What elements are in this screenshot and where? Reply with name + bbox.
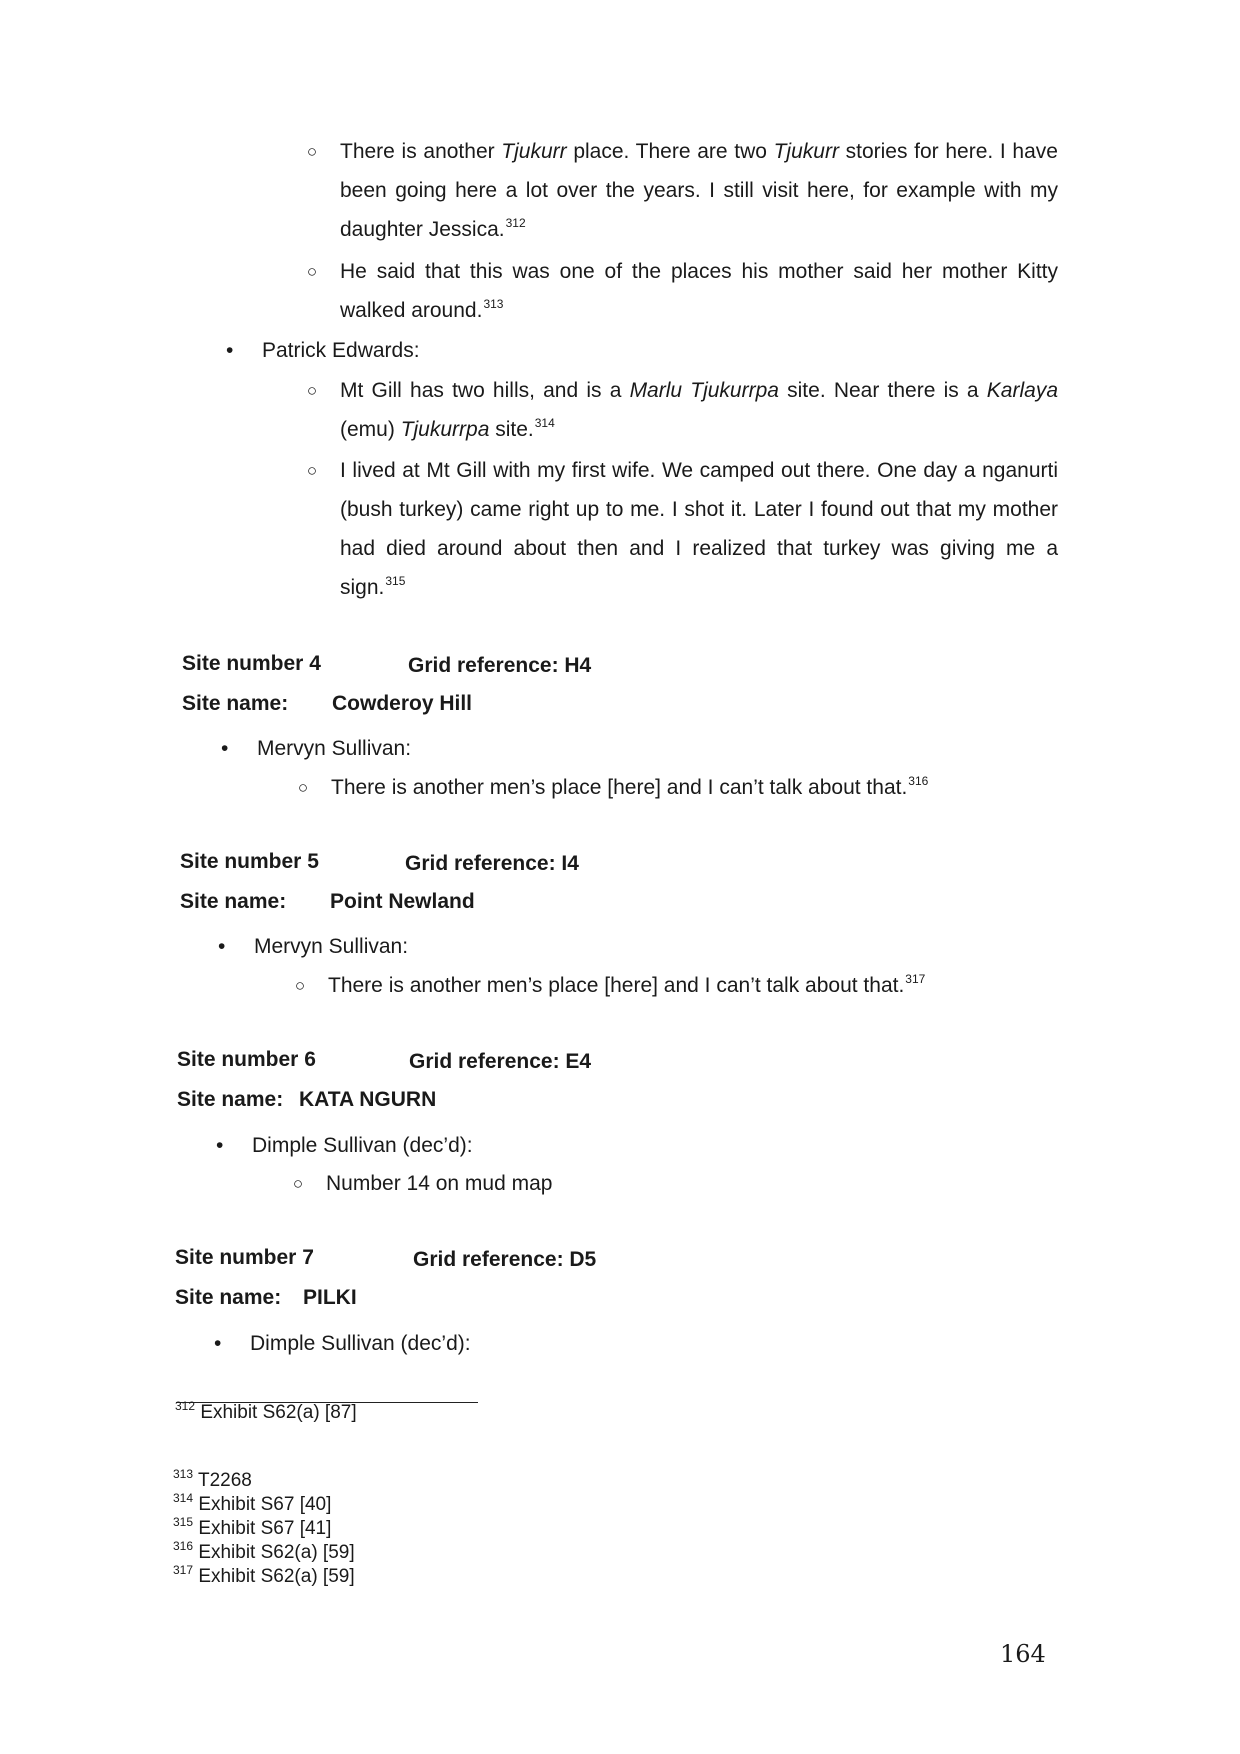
list-item <box>221 729 412 768</box>
footnote-number: 313 <box>173 1467 194 1481</box>
page-number: 164 <box>1000 1640 1046 1668</box>
hollow-circle-bullet-icon: ○ <box>306 461 318 480</box>
list-item <box>294 966 926 1005</box>
text-run: stories for here. I have been going here a lot over the years. I still visit here, for example with my daughter Jessica. <box>340 140 1058 241</box>
site-number: Site number 4 <box>182 652 321 675</box>
list-item <box>226 331 420 370</box>
footnote <box>172 1491 332 1516</box>
hollow-circle-bullet-icon: ○ <box>306 262 318 281</box>
site-number: Site number 6 <box>177 1048 316 1071</box>
text-run: site. <box>489 418 534 441</box>
site-name-value: Cowderoy Hill <box>332 692 473 715</box>
grid-reference: Grid reference: I4 <box>405 852 579 875</box>
speaker-name: Mervyn Sullivan: <box>254 935 409 958</box>
text-run: He said that this was one of the places his mother said her mother Kitty walked around. <box>340 260 1058 322</box>
hollow-circle-bullet-icon: ○ <box>306 142 318 161</box>
list-item <box>292 1164 553 1203</box>
statement: There is another men’s place [here] and I can’t talk about that. <box>328 974 905 997</box>
hollow-circle-bullet-icon: ○ <box>292 1174 304 1193</box>
footnote-number: 316 <box>173 1539 194 1553</box>
site-name-value: KATA NGURN <box>299 1088 437 1111</box>
footnote-number: 315 <box>173 1515 194 1529</box>
footnote-number: 314 <box>173 1491 194 1505</box>
list-item <box>218 927 409 966</box>
italic-term: Marlu Tjukurrpa <box>629 379 779 402</box>
italic-term: Tjukurr <box>773 140 839 163</box>
speaker-name: Dimple Sullivan (dec’d): <box>252 1134 473 1157</box>
footnote-number: 317 <box>173 1563 194 1577</box>
bullet-icon: • <box>218 935 226 958</box>
paragraph-315 <box>340 451 1058 607</box>
italic-term: Tjukurr <box>501 140 567 163</box>
site-name-value: PILKI <box>303 1286 357 1309</box>
italic-term: Karlaya <box>986 379 1058 402</box>
paragraph-314 <box>340 371 1058 449</box>
footnote <box>172 1467 252 1492</box>
site-name-label: Site name: <box>180 890 287 913</box>
site-number: Site number 7 <box>175 1246 314 1269</box>
italic-term: Tjukurrpa <box>400 418 490 441</box>
grid-reference: Grid reference: E4 <box>409 1050 592 1073</box>
paragraph-312 <box>340 132 1058 249</box>
speaker-name: Mervyn Sullivan: <box>257 737 412 760</box>
footnote-text: Exhibit S62(a) [87] <box>200 1402 357 1423</box>
text-run: There is another <box>340 140 502 163</box>
statement: There is another men’s place [here] and I can’t talk about that. <box>331 776 908 799</box>
text-run: Mt Gill has two hills, and is a <box>340 379 630 402</box>
text-run: I lived at Mt Gill with my first wife. We camped out there. One day a nganurti (bush turkey) came right up to me. I shot it. Later I found out that my mother had died around about then and I realized that turkey was giving me a sign. <box>340 459 1058 599</box>
bullet-icon: • <box>214 1332 222 1355</box>
list-item <box>306 451 1058 607</box>
hollow-circle-bullet-icon: ○ <box>294 976 306 995</box>
paragraph-313 <box>340 252 1058 330</box>
list-item <box>297 768 929 807</box>
footnote-ref: 315 <box>385 574 406 588</box>
footnote-ref: 314 <box>534 416 555 430</box>
footnote-ref: 317 <box>905 972 926 986</box>
footnote-ref: 316 <box>908 774 929 788</box>
list-item <box>306 371 1058 449</box>
speaker-name: Dimple Sullivan (dec’d): <box>250 1332 471 1355</box>
site-name-label: Site name: <box>182 692 289 715</box>
hollow-circle-bullet-icon: ○ <box>306 381 318 400</box>
text-run: site. Near there is a <box>778 379 987 402</box>
footnote <box>174 1399 357 1424</box>
site-name-label: Site name: <box>177 1088 284 1111</box>
footnote <box>172 1515 332 1540</box>
footnote-text: Exhibit S62(a) [59] <box>198 1542 355 1563</box>
footnote-text: T2268 <box>197 1470 252 1491</box>
statement: Number 14 on mud map <box>326 1172 553 1195</box>
bullet-icon: • <box>216 1134 224 1157</box>
footnote-number: 312 <box>175 1399 196 1413</box>
site-name-value: Point Newland <box>330 890 475 913</box>
list-item <box>216 1126 473 1165</box>
text-run: (emu) <box>340 418 401 441</box>
footnote-text: Exhibit S67 [41] <box>198 1518 332 1539</box>
hollow-circle-bullet-icon: ○ <box>297 778 309 797</box>
site-number: Site number 5 <box>180 850 319 873</box>
text-run: place. There are two <box>566 140 774 163</box>
footnote-ref: 312 <box>505 216 526 230</box>
footnote-text: Exhibit S62(a) [59] <box>198 1566 355 1587</box>
bullet-icon: • <box>221 737 229 760</box>
list-item <box>306 252 1058 330</box>
grid-reference: Grid reference: D5 <box>413 1248 597 1271</box>
footnote-ref: 313 <box>483 297 504 311</box>
footnote <box>172 1563 355 1588</box>
list-item <box>214 1324 471 1363</box>
grid-reference: Grid reference: H4 <box>408 654 592 677</box>
bullet-icon: • <box>226 339 234 362</box>
site-name-label: Site name: <box>175 1286 282 1309</box>
footnote <box>172 1539 355 1564</box>
speaker-name: Patrick Edwards: <box>262 339 420 362</box>
list-item <box>306 132 1058 249</box>
footnote-text: Exhibit S67 [40] <box>198 1494 332 1515</box>
